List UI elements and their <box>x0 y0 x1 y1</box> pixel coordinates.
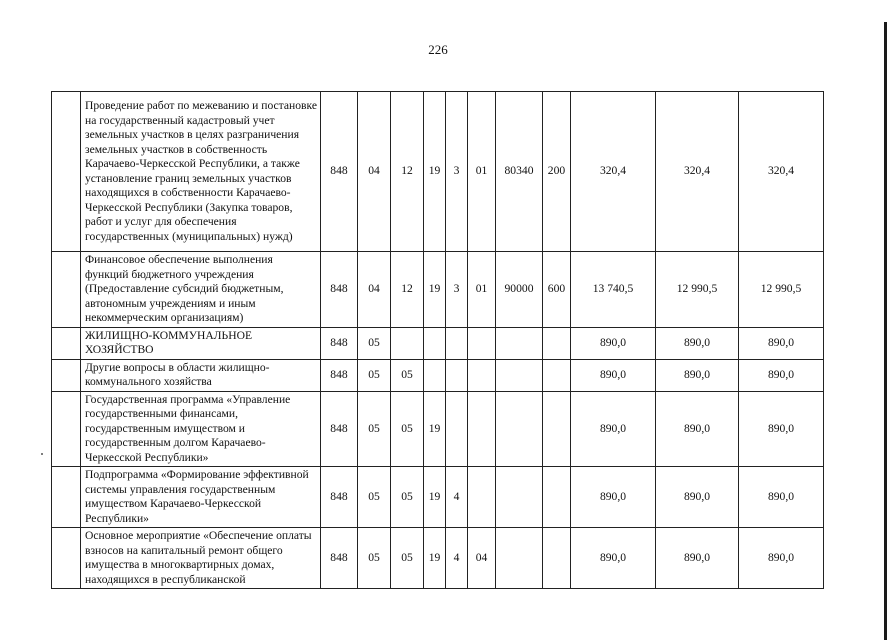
sum-year-2: 890,0 <box>656 391 739 467</box>
table-row <box>52 327 824 359</box>
direction-code <box>496 327 543 359</box>
event-code <box>468 391 496 467</box>
program-code: 19 <box>424 252 446 328</box>
direction-code <box>496 467 543 528</box>
table-row <box>52 391 824 467</box>
program-code: 19 <box>424 467 446 528</box>
subsection-code: 05 <box>391 467 424 528</box>
event-code <box>468 467 496 528</box>
sum-year-1: 890,0 <box>571 359 656 391</box>
sum-year-3: 890,0 <box>739 391 824 467</box>
expense-type-code <box>543 391 571 467</box>
row-number-cell <box>52 467 81 528</box>
page-number: 226 <box>428 42 448 57</box>
row-number-cell <box>52 528 81 589</box>
ministry-code: 848 <box>321 327 358 359</box>
sum-year-1: 890,0 <box>571 528 656 589</box>
subsection-code: 12 <box>391 92 424 252</box>
table-row <box>52 528 824 589</box>
subprogram-code: 4 <box>446 467 468 528</box>
program-code: 19 <box>424 92 446 252</box>
event-code: 01 <box>468 92 496 252</box>
row-description: Государственная программа «Управление государственными финансами, государственным имуществом и государственным долгом Карачаево-Черкесской Республики» <box>81 391 321 467</box>
ministry-code: 848 <box>321 391 358 467</box>
sum-year-2: 890,0 <box>656 359 739 391</box>
subprogram-code: 3 <box>446 252 468 328</box>
row-number-cell <box>52 359 81 391</box>
row-description: ЖИЛИЩНО-КОММУНАЛЬНОЕ ХОЗЯЙСТВО <box>81 327 321 359</box>
sum-year-1: 320,4 <box>571 92 656 252</box>
row-number-cell <box>52 391 81 467</box>
sum-year-2: 890,0 <box>656 467 739 528</box>
table-row <box>52 92 824 252</box>
event-code <box>468 359 496 391</box>
ministry-code: 848 <box>321 252 358 328</box>
subsection-code: 12 <box>391 252 424 328</box>
section-code: 05 <box>358 391 391 467</box>
subprogram-code: 3 <box>446 92 468 252</box>
ministry-code: 848 <box>321 359 358 391</box>
section-code: 05 <box>358 528 391 589</box>
sum-year-1: 13 740,5 <box>571 252 656 328</box>
ministry-code: 848 <box>321 92 358 252</box>
subprogram-code <box>446 359 468 391</box>
ministry-code: 848 <box>321 528 358 589</box>
expense-type-code <box>543 327 571 359</box>
subsection-code: 05 <box>391 359 424 391</box>
row-description: Основное мероприятие «Обеспечение оплаты взносов на капитальный ремонт общего имущества в многоквартирных домах, находящихся в республиканской <box>81 528 321 589</box>
row-number-cell <box>52 92 81 252</box>
sum-year-3: 890,0 <box>739 327 824 359</box>
subsection-code <box>391 327 424 359</box>
subprogram-code <box>446 391 468 467</box>
sum-year-2: 890,0 <box>656 327 739 359</box>
section-code: 05 <box>358 359 391 391</box>
event-code <box>468 327 496 359</box>
direction-code <box>496 528 543 589</box>
subprogram-code: 4 <box>446 528 468 589</box>
expense-type-code: 600 <box>543 252 571 328</box>
direction-code: 90000 <box>496 252 543 328</box>
sum-year-3: 890,0 <box>739 359 824 391</box>
sum-year-2: 890,0 <box>656 528 739 589</box>
section-code: 05 <box>358 467 391 528</box>
section-code: 05 <box>358 327 391 359</box>
program-code <box>424 327 446 359</box>
subprogram-code <box>446 327 468 359</box>
row-description: Проведение работ по межеванию и постановке на государственный кадастровый учет земельных участков в целях разграничения земельных участков в собственность Карачаево-Черкесской Республики, а также установление границ земельных участков находящихся в собственности Карачаево-Черкесской Республики (Закупка товаров, работ и услуг для обеспечения государственных (муниципальных) нужд) <box>81 92 321 252</box>
expense-type-code <box>543 359 571 391</box>
expense-type-code <box>543 467 571 528</box>
row-description: Финансовое обеспечение выполнения функций бюджетного учреждения (Предоставление субсидий бюджетным, автономным учреждениям и иным некоммерческим организациям) <box>81 252 321 328</box>
budget-table <box>51 91 824 589</box>
row-number-cell <box>52 327 81 359</box>
direction-code <box>496 391 543 467</box>
section-code: 04 <box>358 252 391 328</box>
scan-edge-line <box>884 22 887 640</box>
program-code: 19 <box>424 528 446 589</box>
row-description: Подпрограмма «Формирование эффективной системы управления государственным имуществом Карачаево-Черкесской Республики» <box>81 467 321 528</box>
expense-type-code <box>543 528 571 589</box>
direction-code <box>496 359 543 391</box>
event-code: 04 <box>468 528 496 589</box>
row-number-cell <box>52 252 81 328</box>
scan-speck <box>41 453 43 455</box>
table-row <box>52 467 824 528</box>
sum-year-3: 890,0 <box>739 467 824 528</box>
sum-year-3: 890,0 <box>739 528 824 589</box>
sum-year-3: 12 990,5 <box>739 252 824 328</box>
row-description: Другие вопросы в области жилищно-коммунального хозяйства <box>81 359 321 391</box>
expense-type-code: 200 <box>543 92 571 252</box>
event-code: 01 <box>468 252 496 328</box>
section-code: 04 <box>358 92 391 252</box>
sum-year-1: 890,0 <box>571 327 656 359</box>
sum-year-1: 890,0 <box>571 391 656 467</box>
table-row <box>52 359 824 391</box>
ministry-code: 848 <box>321 467 358 528</box>
sum-year-3: 320,4 <box>739 92 824 252</box>
sum-year-2: 320,4 <box>656 92 739 252</box>
table-row <box>52 252 824 328</box>
subsection-code: 05 <box>391 391 424 467</box>
program-code <box>424 359 446 391</box>
program-code: 19 <box>424 391 446 467</box>
sum-year-1: 890,0 <box>571 467 656 528</box>
direction-code: 80340 <box>496 92 543 252</box>
subsection-code: 05 <box>391 528 424 589</box>
sum-year-2: 12 990,5 <box>656 252 739 328</box>
